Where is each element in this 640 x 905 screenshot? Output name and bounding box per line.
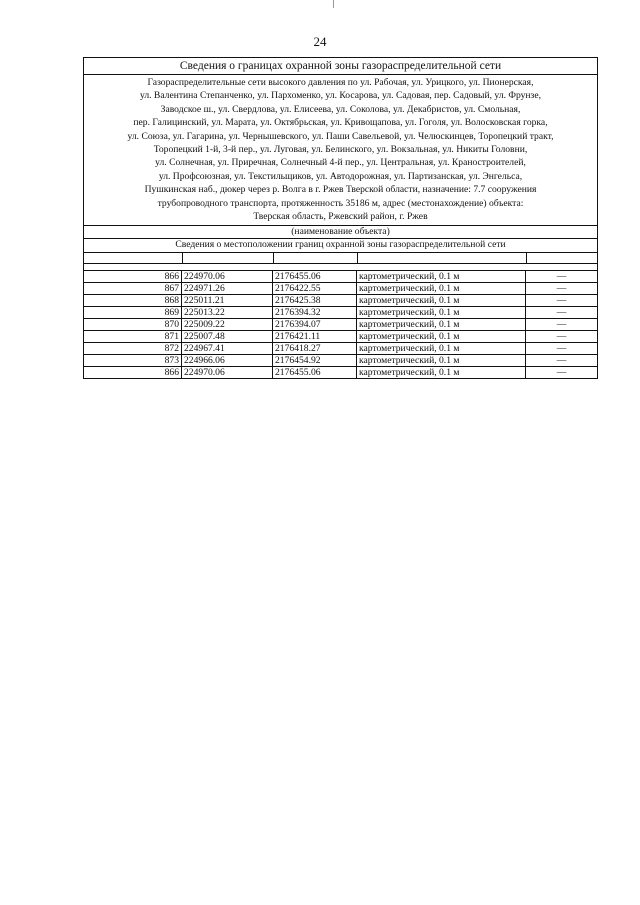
document-title: Сведения о границах охранной зоны газораспределительной сети (84, 58, 597, 75)
accuracy-method: картометрический, 0.1 м (357, 319, 526, 331)
description-line: пер. Галицинский, ул. Марата, ул. Октябрьская, ул. Кривощапова, ул. Гоголя, ул. Волосковская горка, (133, 117, 548, 129)
coord-y: 2176425.38 (273, 295, 357, 307)
description-line: Пушкинская наб., дюкер через р. Волга в г. Ржев Тверской области, назначение: 7.7 сооружения (144, 184, 537, 196)
table-row (84, 319, 597, 331)
note-cell: — (526, 295, 598, 307)
header-cell (84, 253, 183, 263)
coord-x: 225009.22 (182, 319, 273, 331)
coord-y: 2176455.06 (273, 271, 357, 283)
note-cell: — (526, 343, 598, 355)
description-line: ул. Солнечная, ул. Приречная, Солнечный 4-й пер., ул. Центральная, ул. Краностроителей, (155, 157, 526, 169)
table-row (84, 283, 597, 295)
point-number: 871 (84, 331, 182, 343)
coord-x: 225013.22 (182, 307, 273, 319)
coord-x: 224971.26 (182, 283, 273, 295)
accuracy-method: картометрический, 0.1 м (357, 343, 526, 355)
scan-mark (333, 0, 334, 8)
note-cell: — (526, 283, 598, 295)
coord-y: 2176418.27 (273, 343, 357, 355)
object-name-caption: (наименование объекта) (84, 226, 597, 239)
coord-y: 2176422.55 (273, 283, 357, 295)
header-cell (183, 253, 274, 263)
table-row (84, 355, 597, 367)
accuracy-method: картометрический, 0.1 м (357, 355, 526, 367)
accuracy-method: картометрический, 0.1 м (357, 295, 526, 307)
table-row (84, 331, 597, 343)
table-row (84, 271, 597, 283)
accuracy-method: картометрический, 0.1 м (357, 271, 526, 283)
point-number: 867 (84, 283, 182, 295)
accuracy-method: картометрический, 0.1 м (357, 331, 526, 343)
coord-y: 2176455.06 (273, 367, 357, 379)
accuracy-method: картометрический, 0.1 м (357, 283, 526, 295)
accuracy-method: картометрический, 0.1 м (357, 367, 526, 379)
description-line: ул. Союза, ул. Гагарина, ул. Чернышевского, ул. Паши Савельевой, ул. Челюскинцев, Торопецкий тракт, (127, 130, 554, 142)
description-line: ул. Валентина Степанченко, ул. Пархоменко, ул. Косарова, ул. Садовая, пер. Садовый, ул. Фрунзе, (139, 90, 542, 102)
coord-x: 224967.41 (182, 343, 273, 355)
coord-x: 224970.06 (182, 367, 273, 379)
point-number: 868 (84, 295, 182, 307)
point-number: 870 (84, 319, 182, 331)
header-divider (84, 263, 597, 271)
description-line: Газораспределительные сети высокого давления по ул. Рабочая, ул. Урицкого, ул. Пионерская, (147, 77, 534, 88)
page-number: 24 (313, 34, 327, 49)
coordinates-table (84, 271, 597, 378)
coord-x: 225011.21 (182, 295, 273, 307)
description-line: Торопецкий 1-й, 3-й пер., ул. Луговая, ул. Белинского, ул. Вокзальная, ул. Никиты Головни, (153, 144, 528, 156)
point-number: 866 (84, 367, 182, 379)
coord-y: 2176421.11 (273, 331, 357, 343)
note-cell: — (556, 367, 567, 378)
note-cell: — (526, 355, 598, 367)
object-description (84, 75, 597, 226)
coords-header-row (84, 253, 597, 263)
note-cell: — (526, 271, 598, 283)
description-line: Тверская область, Ржевский район, г. Ржев (253, 211, 428, 223)
table-row (84, 343, 597, 355)
note-cell: — (526, 319, 598, 331)
coord-y: 2176454.92 (273, 355, 357, 367)
header-cell (274, 253, 358, 263)
coord-y: 2176394.07 (273, 319, 357, 331)
header-cell (527, 253, 598, 263)
note-cell: — (526, 307, 598, 319)
description-line: ул. Профсоюзная, ул. Текстильщиков, ул. Автодорожная, ул. Партизанская, ул. Энгельса, (158, 170, 523, 182)
description-line: Заводское ш., ул. Свердлова, ул. Елисеева, ул. Соколова, ул. Декабристов, ул. Смольная, (160, 103, 521, 115)
coord-x: 224966.06 (182, 355, 273, 367)
table-row (84, 295, 597, 307)
point-number: 873 (84, 355, 182, 367)
boundary-document (83, 57, 598, 379)
description-line: трубопроводного транспорта, протяженность 35186 м, адрес (местонахождение) объекта: (157, 197, 524, 209)
point-number: 872 (84, 343, 182, 355)
coord-y: 2176394.32 (273, 307, 357, 319)
coord-x: 224970.06 (182, 271, 273, 283)
table-row (84, 367, 597, 379)
point-number: 869 (84, 307, 182, 319)
location-subtitle: Сведения о местоположении границ охранной зоны газораспределительной сети (84, 239, 597, 253)
header-cell (358, 253, 527, 263)
coord-x: 225007.48 (182, 331, 273, 343)
table-row (84, 307, 597, 319)
accuracy-method: картометрический, 0.1 м (357, 307, 526, 319)
note-cell: — (526, 331, 598, 343)
point-number: 866 (84, 271, 182, 283)
